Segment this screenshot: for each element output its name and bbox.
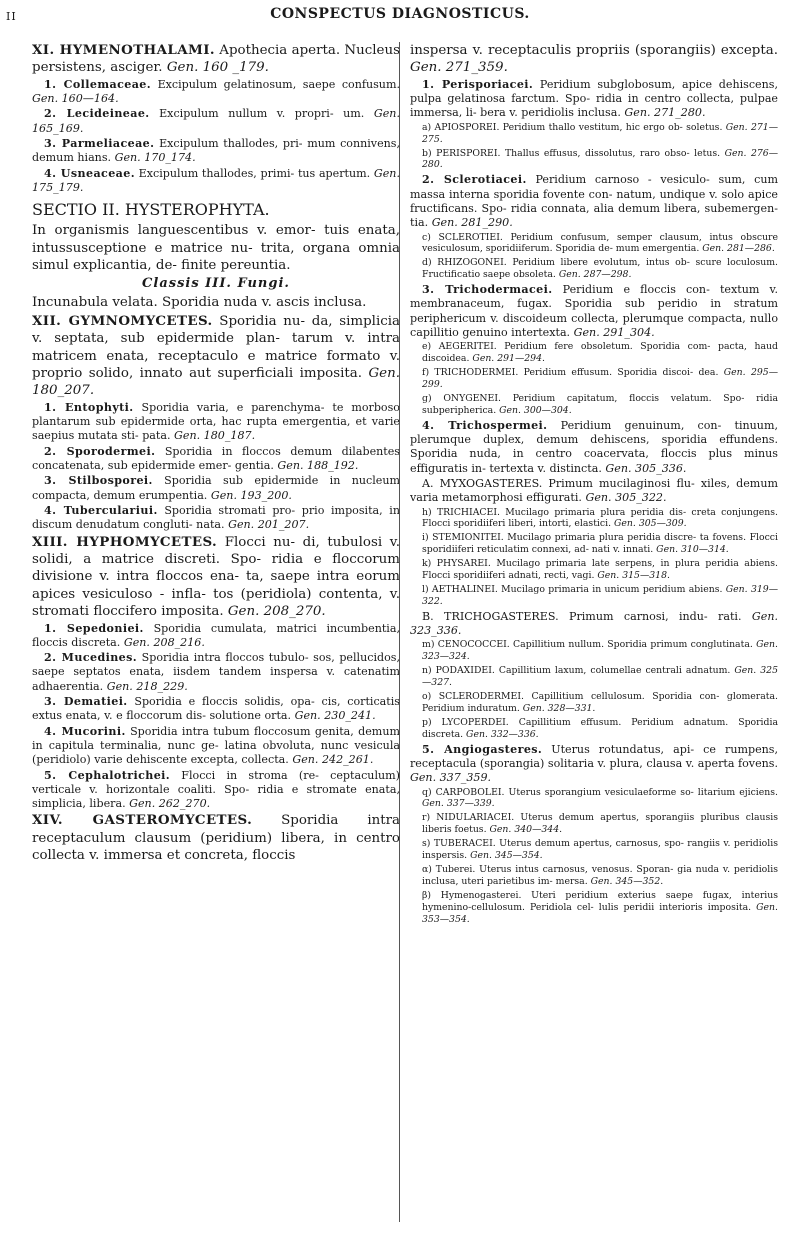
genus-reference: Gen. 337—339. — [422, 798, 495, 810]
genus-reference: Gen. 315—318. — [597, 570, 670, 582]
entry-paragraph — [410, 665, 778, 689]
entry-paragraph — [410, 367, 778, 391]
entry-text: Excipulum thallodes, pri- mum connivens, demum hians. — [32, 137, 400, 165]
genus-reference: Gen. 323—324. — [422, 639, 778, 663]
entry-paragraph — [410, 42, 778, 77]
entry-text: Peridium genuinum, con- tinuum, plerumque duplex, demum dehiscens, sporidia effundens. Sporidia nuda, in centro coacervata, floccis plus minus effiguratis in- tertexta v. distincta. — [410, 418, 778, 475]
entry-heading: XIII. HYPHOMYCETES. — [32, 533, 218, 550]
genus-reference: Gen. 160—164. — [32, 92, 119, 106]
entry-paragraph — [32, 534, 400, 621]
entry-heading: 2. Sclerotiacei. — [422, 173, 527, 187]
entry-paragraph — [32, 812, 400, 864]
entry-text: Flocci nu- di, tubulosi v. solidi, a matrice discreti. Spo- ridia e floccorum divisione v. intra floccos ena- ta, saepe intra eorum apices vesiculoso - infla- tos (peridiola) contenta, v. stromati floccifero imposita. — [32, 534, 400, 620]
entry-paragraph — [410, 122, 778, 146]
entry-heading: 1. Collemaceae. — [44, 77, 152, 91]
entry-heading: 5. Cephalotrichei. — [44, 768, 171, 782]
entry-heading: XIV. GASTEROMYCETES. — [32, 812, 253, 829]
entry-text: Excipulum gelatinosum, saepe confusum. — [151, 77, 400, 91]
entry-text: q) CARPOBOLEI. Uterus sporangium vesiculaeforme so- litarium ejiciens. — [422, 786, 778, 798]
genus-reference: Gen. 218_229. — [106, 679, 188, 693]
entry-text: Sporidia intra floccos tubulo- sos, pellucidos, saepe septatos enata, iisdem tandem inspersa v. catenatim adhaerentia. — [32, 651, 400, 693]
genus-reference: Gen. 305_336. — [605, 461, 687, 475]
entry-text: β) Hymenogasterei. Uteri peridium exterius saepe fugax, interius hymenino-cellulosum. Peridiola cel- lulis peridii interioris imposita. — [422, 889, 778, 913]
entry-text: In organismis languescentibus v. emor- tuis enata, intussusceptione e matrice nu- trita, organa omnia simul explicantia, de- finite pereuntia. — [32, 223, 400, 273]
entry-heading: 3. Parmeliaceae. — [44, 137, 155, 150]
genus-reference: Gen. 271_359. — [410, 60, 508, 76]
entry-paragraph — [410, 173, 778, 230]
entry-text: Sporidia sub epidermide in nucleum compacta, demum erumpentia. — [32, 474, 400, 502]
entry-paragraph — [410, 584, 778, 608]
entry-heading: 4. Mucorini. — [44, 724, 126, 738]
genus-reference: Gen. 325—327. — [422, 665, 778, 689]
page-header — [0, 0, 800, 30]
page-number: II — [6, 10, 17, 23]
entry-heading: XII. GYMNOMYCETES. — [32, 312, 213, 329]
entry-heading: 3. Trichodermacei. — [422, 283, 553, 297]
genus-reference: Gen. 188_192. — [277, 459, 359, 473]
entry-text: d) RHIZOGONEI. Peridium libere evolutum, intus ob- scure loculosum. Fructificatio saepe obsoleta. — [422, 257, 778, 281]
entry-heading: 1. Perisporiacei. — [422, 77, 534, 91]
genus-reference: Gen. 353—354. — [422, 901, 778, 925]
entry-paragraph — [32, 222, 400, 274]
left-column — [32, 42, 400, 1237]
entry-text: Excipulum nullum v. propri- um. — [149, 107, 374, 121]
entry-heading: 1. Entophyti. — [44, 400, 134, 414]
genus-reference: Gen. 170_174. — [114, 151, 196, 165]
entry-paragraph — [410, 232, 778, 256]
genus-reference: Gen. 305_322. — [585, 491, 667, 505]
entry-text: l) AETHALINEI. Mucilago primaria in unicum peridium abiens. — [422, 583, 726, 595]
entry-paragraph — [32, 401, 400, 444]
entry-text: p) LYCOPERDEI. Capillitium effusum. Peridium adnatum. Sporidia discreta. — [422, 716, 778, 740]
genus-reference: Gen. 242_261. — [292, 753, 374, 767]
entry-heading: XI. HYMENOTHALAMI. — [32, 42, 215, 58]
genus-reference: Gen. 165_169. — [32, 107, 400, 135]
entry-text: Excipulum thallodes, primi- tus apertum. — [134, 166, 374, 180]
entry-text: m) CENOCOCCEI. Capillitium nullum. Sporidia primum conglutinata. — [422, 639, 757, 651]
genus-reference: Gen. 271—275. — [422, 121, 778, 145]
entry-text: Peridium subglobosum, apice dehiscens, pulpa gelatinosa farctum. Spo- ridia in centro collecta, pulpae immersa, li- bera v. peridiolis inclusa. — [410, 77, 778, 120]
entry-text: α) Tuberei. Uterus intus carnosus, venosus. Sporan- gia nuda v. peridiolis inclusa, uteri parietibus im- mersa. — [422, 863, 778, 887]
entry-paragraph — [32, 42, 400, 77]
entry-paragraph — [410, 507, 778, 531]
entry-paragraph — [32, 137, 400, 166]
entry-text: Apothecia aperta. Nucleus persistens, asciger. — [32, 43, 400, 76]
genus-reference: Gen. 291—294. — [472, 353, 545, 365]
genus-reference: Gen. 160 _179. — [166, 60, 269, 76]
genus-reference: Gen. 180_207. — [32, 366, 400, 399]
entry-paragraph — [32, 769, 400, 812]
entry-paragraph — [410, 78, 778, 121]
genus-reference: Gen. 337_359. — [410, 771, 492, 785]
genus-reference: Gen. 340—344. — [489, 824, 563, 836]
entry-text: f) TRICHODERMEI. Peridium effusum. Sporidia discoi- dea. — [422, 367, 724, 379]
genus-reference: Gen. 332—336. — [466, 728, 539, 740]
entry-heading: 3. Stilbosporei. — [44, 474, 153, 488]
genus-reference: Gen. 345—352. — [590, 875, 664, 887]
genus-reference: Gen. 193_200. — [210, 488, 292, 502]
entry-text: Sporidia intra receptaculum clausum (peridium) libera, in centro collecta v. immersa et concreta, floccis — [32, 813, 400, 864]
genus-reference: Gen. 208_270. — [227, 604, 326, 620]
entry-text: k) PHYSAREI. Mucilago primaria late serpens, in plura peridia abiens. Flocci sporidiiferi adnati, recti, vagi. — [422, 558, 778, 582]
entry-paragraph — [410, 148, 778, 172]
entry-heading: 1. Sepedoniei. — [44, 621, 144, 635]
entry-text: Sporidia stromati pro- prio imposita, in discum denudatum congluti- nata. — [32, 503, 400, 532]
entry-heading: Classis III. Fungi. — [142, 276, 290, 292]
entry-text: i) STEMIONITEI. Mucilago primaria plura peridia discre- ta fovens. Flocci sporidiiferi reticulatim connexi, ad- nati v. innati. — [422, 532, 778, 556]
genus-reference: Gen. 287—298. — [558, 269, 632, 281]
entry-paragraph — [410, 639, 778, 663]
entry-paragraph — [32, 313, 400, 400]
column-divider — [399, 42, 400, 1222]
entry-text: b) PERISPOREI. Thallus effusus, dissolutus, raro obso- letus. — [422, 147, 725, 159]
entry-text: Sporidia intra tubum floccosum genita, demum in capitula terminalia, nunc ge- latina obvoluta, nunc vesicula (peridiolo) varie dehiscente excepta, collecta. — [32, 724, 400, 767]
entry-paragraph — [410, 743, 778, 786]
entry-text: B. TRICHOGASTERES. Primum carnosi, indu- rati. — [422, 609, 752, 623]
entry-paragraph — [410, 532, 778, 556]
genus-reference: Gen. 310—314. — [656, 544, 729, 556]
genus-reference: Gen. 175_179. — [32, 166, 400, 194]
entry-paragraph — [32, 167, 400, 196]
genus-reference: Gen. 328—331. — [522, 702, 596, 714]
section-heading — [32, 199, 400, 221]
entry-text: Sporidia e floccis solidis, opa- cis, corticatis extus enata, v. e floccorum dis- solutione orta. — [32, 695, 400, 723]
entry-text: a) APIOSPOREI. Peridium thallo vestitum, hic ergo ob- soletus. — [422, 121, 726, 133]
genus-reference: Gen. 345—354. — [470, 850, 543, 862]
entry-paragraph — [410, 610, 778, 639]
entry-text: Uterus rotundatus, api- ce rumpens, receptacula (sporangia) solitaria v. plura, clausa v. aperta fovens. — [410, 742, 778, 770]
class-heading — [32, 275, 400, 293]
entry-paragraph — [410, 838, 778, 862]
entry-text: A. MYXOGASTERES. Primum mucilaginosi flu- xiles, demum varia metamorphosi effigurati. — [410, 476, 778, 505]
entry-text: Flocci in stroma (re- ceptaculum) verticale v. horizontale coaliti. Spo- ridia e stromate enata, simplicia, libera. — [32, 768, 400, 811]
genus-reference: Gen. 276—280. — [422, 147, 778, 171]
entry-paragraph — [410, 283, 778, 340]
entry-paragraph — [410, 477, 778, 506]
entry-text: Sporidia varia, e parenchyma- te morboso plantarum sub epidermide orta, hac rupta emergentia, et varie saepius mutata sti- pata. — [32, 400, 400, 443]
entry-text: s) TUBERACEI. Uterus demum apertus, carnosus, spo- rangiis v. peridiolis inspersis. — [422, 838, 778, 862]
entry-paragraph — [410, 864, 778, 888]
entry-text: g) ONYGENEI. Peridium capitatum, floccis velatum. Spo- ridia subperipherica. — [422, 392, 778, 416]
entry-heading: 3. Dematiei. — [44, 695, 128, 709]
entry-paragraph — [32, 622, 400, 651]
entry-paragraph — [32, 445, 400, 474]
entry-paragraph — [32, 294, 400, 311]
genus-reference: Gen. 305—309. — [614, 518, 687, 530]
entry-text: o) SCLERODERMEI. Capillitium cellulosum. Sporidia con- glomerata. Peridium induratum. — [422, 691, 778, 714]
genus-reference: Gen. 281_290. — [431, 216, 513, 230]
entry-paragraph — [410, 558, 778, 582]
entry-paragraph — [32, 651, 400, 694]
running-title: CONSPECTUS DIAGNOSTICUS. — [270, 6, 530, 22]
entry-heading: 4. Tuberculariui. — [44, 503, 158, 517]
entry-text: Sporidia cumulata, matrici incumbentia, floccis discreta. — [32, 621, 400, 649]
entry-paragraph — [410, 812, 778, 836]
genus-reference: Gen. 291_304. — [573, 326, 655, 340]
entry-text: c) SCLEROTIEI. Peridium confusum, semper clausum, intus obscure vesiculosum, sporidiiferum. Sporidia de- mum emergentia. — [422, 231, 778, 255]
entry-text: n) PODAXIDEI. Capillitium laxum, columellae centrali adnatum. — [422, 665, 735, 677]
entry-paragraph — [410, 257, 778, 281]
entry-text: Peridium e floccis con- textum v. membranaceum, fugax. Sporidia sub peridio in stratum periphericum v. discoideum collecta, plerumque compacta, nullo capillitio genuino intertexta. — [410, 283, 778, 340]
entry-text: Sporidia in floccos demum dilabentes concatenata, sub epidermide emer- gentia. — [32, 444, 400, 473]
genus-reference: Gen. 319—322. — [422, 583, 778, 607]
genus-reference: Gen. 208_216. — [123, 635, 205, 649]
entry-heading: 2. Sporodermei. — [44, 444, 156, 458]
entry-paragraph — [32, 78, 400, 107]
entry-paragraph — [410, 890, 778, 926]
entry-paragraph — [410, 419, 778, 476]
entry-paragraph — [32, 504, 400, 533]
entry-paragraph — [32, 725, 400, 768]
genus-reference: Gen. 180_187. — [174, 429, 256, 443]
genus-reference: Gen. 281—286. — [702, 243, 775, 255]
entry-heading: 5. Angiogasteres. — [422, 742, 543, 756]
entry-text: Incunabula velata. Sporidia nuda v. ascis inclusa. — [32, 295, 367, 311]
genus-reference: Gen. 201_207. — [228, 518, 310, 532]
entry-text: Sporidia nu- da, simplicia v. septata, sub epidermide plan- tarum v. intra matricem enata, receptaculo e matrice formato v. proprio solido, innato aut superficiali imposita. — [32, 313, 400, 382]
entry-heading: 2. Mucedines. — [44, 651, 138, 665]
genus-reference: Gen. 300—304. — [499, 404, 572, 416]
entry-text: r) NIDULARIACEI. Uterus demum apertus, sporangiis pluribus clausis liberis foetus. — [422, 812, 778, 836]
entry-paragraph — [410, 393, 778, 417]
entry-text: Peridium carnoso - vesiculo- sum, cum massa interna sporidia fovente con- natum, undique v. solo apice fructificans. Spo- ridia connata, alia demum libera, subemergen- tia. — [410, 173, 778, 230]
entry-heading: 2. Lecideineae. — [44, 107, 150, 121]
entry-paragraph — [32, 695, 400, 724]
genus-reference: Gen. 323_336. — [410, 609, 778, 638]
entry-text: e) AEGERITEI. Peridium fere obsoletum. Sporidia com- pacta, haud discoidea. — [422, 341, 778, 365]
entry-text: h) TRICHIACEI. Mucilago primaria plura peridia dis- creta conjungens. Flocci sporidiiferi liberi, intorti, elastici. — [422, 506, 778, 530]
genus-reference: Gen. 271_280. — [624, 106, 706, 120]
entry-text: inspersa v. receptaculis propriis (sporangiis) excepta. — [410, 43, 778, 58]
entry-paragraph — [32, 474, 400, 503]
entry-heading: 4. Trichospermei. — [422, 418, 548, 432]
entry-paragraph — [32, 107, 400, 136]
entry-paragraph — [410, 717, 778, 741]
entry-heading: 4. Usneaceae. — [44, 166, 135, 180]
genus-reference: Gen. 295—299. — [422, 367, 778, 391]
entry-paragraph — [410, 787, 778, 811]
entry-paragraph — [410, 691, 778, 715]
entry-heading: SECTIO II. HYSTEROPHYTA. — [32, 200, 270, 220]
genus-reference: Gen. 230_241. — [294, 709, 376, 723]
entry-paragraph — [410, 341, 778, 365]
right-column — [410, 42, 778, 1237]
genus-reference: Gen. 262_270. — [129, 797, 211, 811]
